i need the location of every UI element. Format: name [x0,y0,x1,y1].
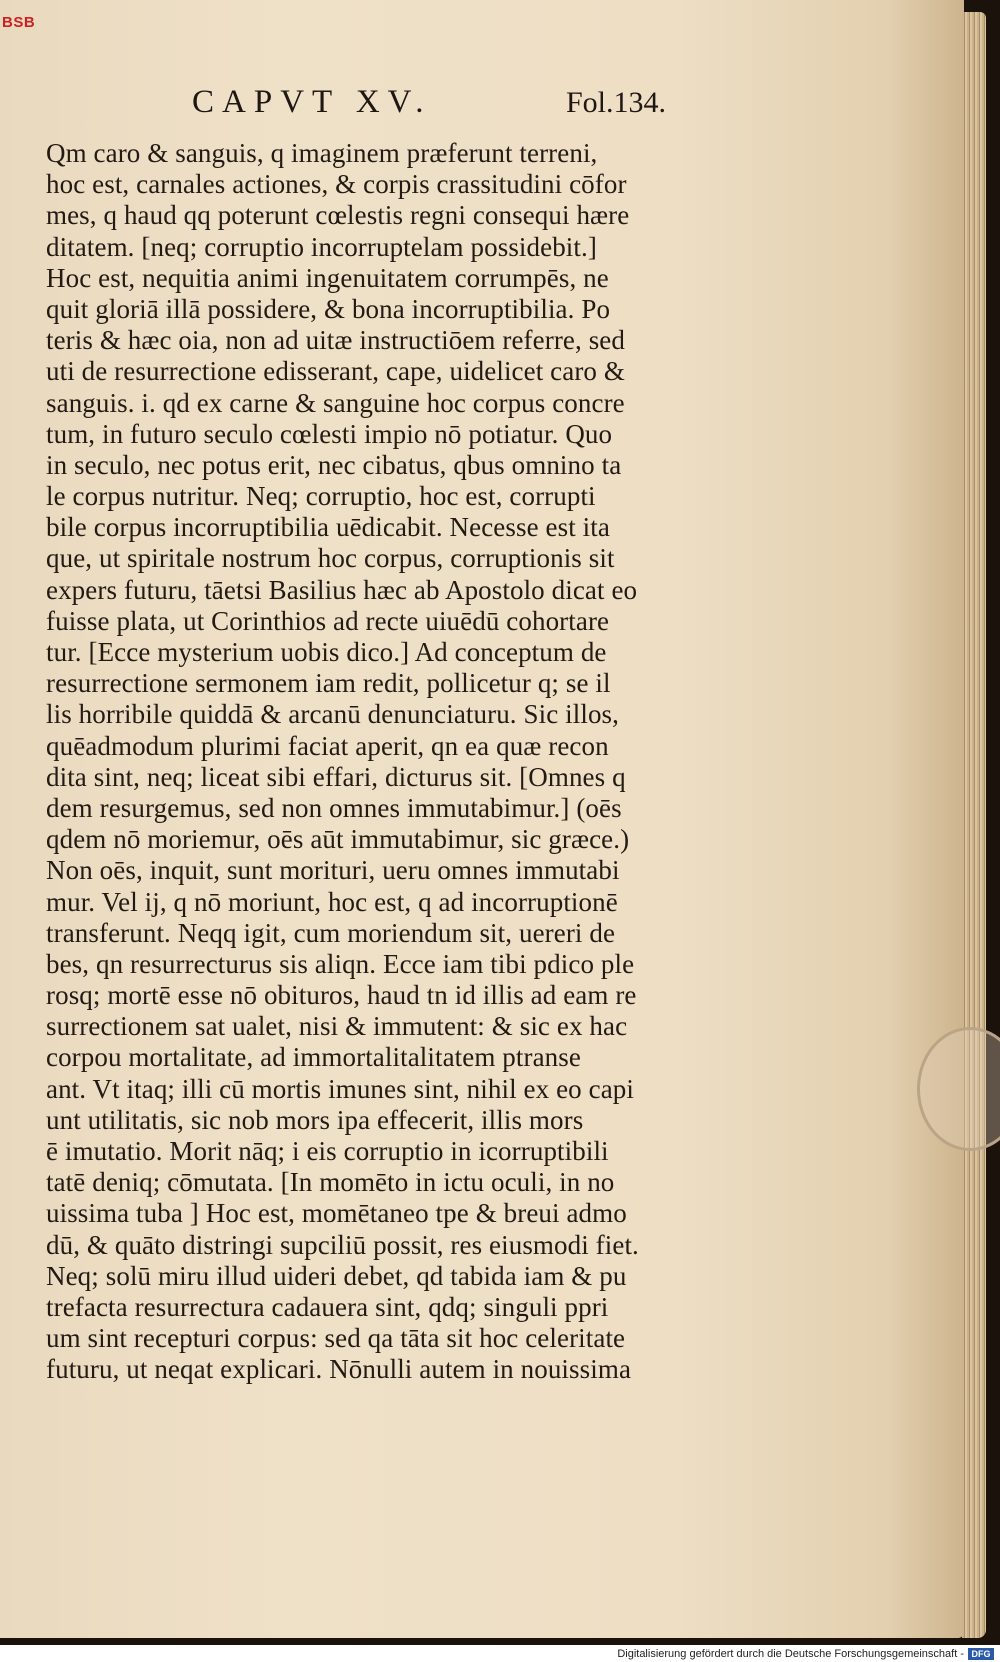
text-line: trefacta resurrectura cadauera sint, qdq; singuli ppri [46,1291,609,1322]
text-line: qdem nō moriemur, oēs aūt immutabimur, sic græce.) [46,824,630,855]
text-line: Hoc est, nequitia animi ingenuitatem corrumpēs, ne [46,262,609,293]
text-line: tum, in futuro seculo cœlesti impio nō potiatur. Quo [46,418,613,449]
text-line: sanguis. i. qd ex carne & sanguine hoc corpus concre [46,387,625,418]
text-line: futuru, ut neqat explicari. Nōnulli autem in nouissima [46,1354,632,1385]
text-line: Qm caro & sanguis, q imaginem præferunt terreni, [46,138,598,168]
text-line: in seculo, nec potus erit, nec cibatus, qbus omnino ta [46,449,622,480]
text-line: teris & hæc oia, non ad uitæ instructiōem referre, sed [46,325,625,356]
library-mark: BSB [2,14,36,31]
text-line: um sint recepturi corpus: sed qa tāta sit hoc celeritate [46,1323,626,1354]
text-line: fuisse plata, ut Corinthios ad recte uiuēdū cohortare [46,605,610,636]
text-line: uissima tuba ] Hoc est, momētaneo tpe & breui admo [46,1198,627,1229]
text-line: que, ut spiritale nostrum hoc corpus, corruptionis sit [46,543,615,574]
text-line: Neq; solū miru illud uideri debet, qd tabida iam & pu [46,1260,627,1291]
text-line: rosq; mortē esse nō obituros, haud tn id illis ad eam re [46,980,637,1011]
text-line: tur. [Ecce mysterium uobis dico.] Ad conceptum de [46,637,607,667]
running-head: CAPVT XV. [192,84,432,120]
dfg-logo: DFG [968,1648,994,1660]
text-line: bes, qn resurrecturus sis aliqn. Ecce iam tibi pdico ple [46,948,635,979]
text-line: Non oēs, inquit, sunt morituri, ueru omnes immutabi [46,855,620,886]
text-line: ant. Vt itaq; illi cū mortis imunes sint, nihil ex eo capi [46,1073,634,1104]
text-line: surrectionem sat ualet, nisi & immutent: & sic ex hac [46,1011,628,1042]
text-line: expers futuru, tāetsi Basilius hæc ab Apostolo dicat eo [46,574,638,605]
text-line: mes, q haud qq poterunt cœlestis regni consequi hære [46,200,630,231]
text-line: lis horribile quiddā & arcanū denunciaturu. Sic illos, [46,699,620,730]
text-line: uti de resurrectione edisserant, cape, uidelicet caro & [46,356,625,387]
text-line: dū, & quāto distringi supciliū possit, res eiusmodi fiet. [46,1229,639,1260]
text-line: tatē deniq; cōmutata. [In momēto in ictu oculi, in no [46,1167,615,1198]
text-line: le corpus nutritur. Neq; corruptio, hoc est, corrupti [46,481,596,512]
text-line: corpou mortalitate, ad immortalitalitatem ptranse [46,1042,581,1073]
text-line: ditatem. [neq; corruptio incorruptelam possidebit.] [46,231,597,262]
page-header [186,80,706,130]
text-line: hoc est, carnales actiones, & corpis crassitudini cōfor [46,169,627,200]
text-line: quēadmodum plurimi faciat aperit, qn ea quæ recon [46,730,609,761]
text-line: dita sint, neq; liceat sibi effari, dicturus sit. [Omnes q [46,761,626,792]
text-line: unt utilitatis, sic nob mors ipa effecerit, illis mors [46,1104,584,1135]
text-line: resurrectione sermonem iam redit, pollicetur q; se il [46,668,611,699]
body-text [46,138,736,1386]
text-line: transferunt. Neqq igit, cum moriendum sit, uereri de [46,917,616,948]
text-line: mur. Vel ij, q nō moriunt, hoc est, q ad incorruptionē [46,886,618,917]
text-line: quit gloriā illā possidere, & bona incorruptibilia. Po [46,293,611,324]
folio-number: Fol.134. [566,86,667,119]
text-line: dem resurgemus, sed non omnes immutabimur.] (oēs [46,792,622,823]
digitization-credit: Digitalisierung gefördert durch die Deutsche Forschungsgemeinschaft - [617,1648,964,1660]
page-edges [962,12,986,1638]
text-line: ē imutatio. Morit nāq; i eis corruptio in icorruptibili [46,1136,609,1166]
text-line: bile corpus incorruptibilia uēdicabit. Necesse est ita [46,512,610,543]
